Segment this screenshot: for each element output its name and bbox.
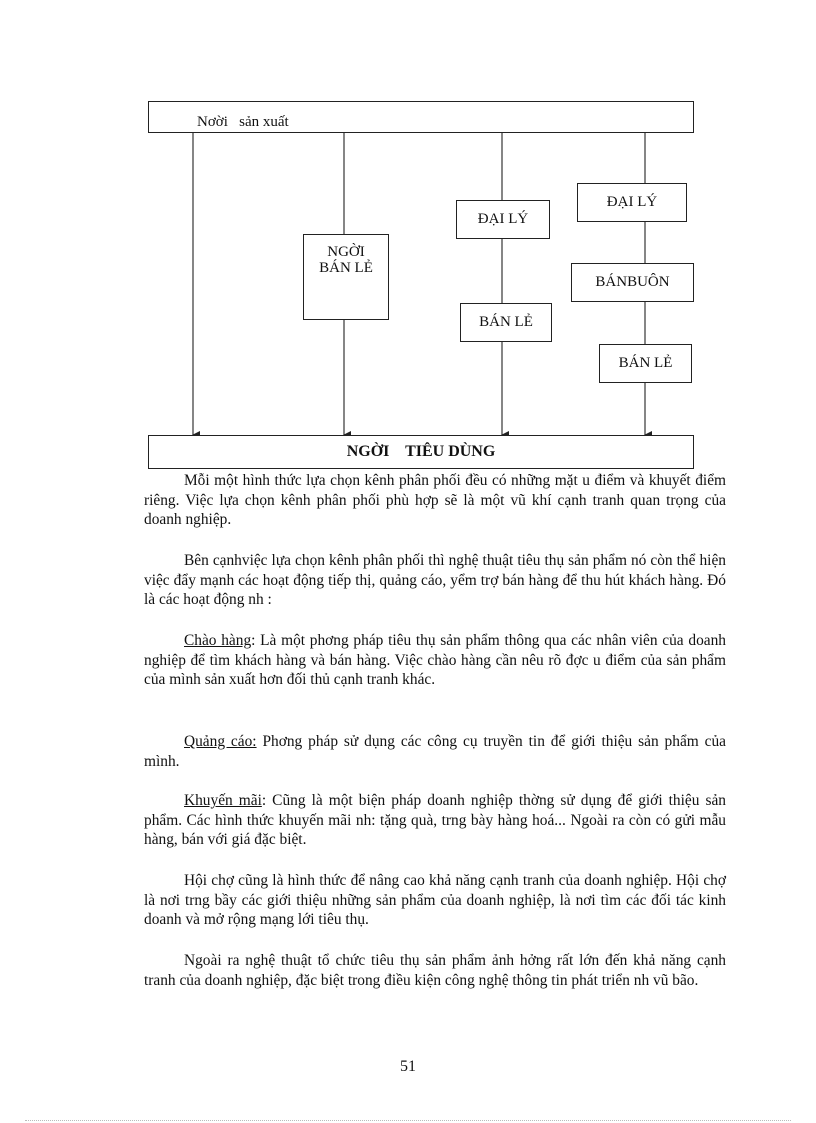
agent-label-1: ĐẠI LÝ [477,210,529,227]
producer-box [148,101,694,133]
retailer-box-1 [303,234,389,320]
paragraph-7-text: Ngoài ra nghệ thuật tổ chức tiêu thụ sản phẩm ảnh hởng rất lớn đến khả năng cạnh tranh của doanh nghiệp, đặc biệt trong điều kiện công nghệ thông tin phát triển nh vũ bão. [144,952,726,989]
paragraph-1 [144,471,726,530]
page-number: 51 [400,1058,416,1075]
paragraph-2 [144,551,726,610]
term-khuyen-mai: Khuyến mãi [184,792,262,809]
paragraph-1-text: Mỗi một hình thức lựa chọn kênh phân phối đều có những mặt u điểm và khuyết điểm riêng. Việc lựa chọn kênh phân phối phù hợp sẽ là một vũ khí cạnh tranh quan trọng của doanh nghiệp. [144,472,726,529]
retailer-box-2 [460,303,552,342]
consumer-box [148,435,694,469]
consumer-label: NGỜI TIÊU DÙNG [346,442,496,460]
paragraph-7 [144,951,726,990]
producer-label: Nơời sản xuất [197,114,289,131]
paragraph-3-text: : Là một phơng pháp tiêu thụ sản phẩm thông qua các nhân viên của doanh nghiệp để tìm khách hàng và bán hàng. Việc chào hàng cần nêu rõ đợc u điểm của sản phẩm của mình sản xuất hơn đối thủ cạnh tranh khác. [144,632,726,689]
paragraph-6 [144,871,726,930]
paragraph-4 [144,732,726,771]
paragraph-6-text: Hội chợ cũng là hình thức để nâng cao khả năng cạnh tranh của doanh nghiệp. Hội chợ là nơi trng bầy các giới thiệu những sản phẩm của doanh nghiệp, là nơi tìm các đối tác kinh doanh và mở rộng mạng lới tiêu thụ. [144,872,726,929]
retailer-box-3 [599,344,692,383]
term-chao-hang: Chào hàng [184,632,252,649]
paragraph-5-text: : Cũng là một biện pháp doanh nghiệp thờng sử dụng để giới thiệu sản phẩm. Các hình thức khuyến mãi nh: tặng quà, trng bày hàng hoá... Ngoài ra còn có gửi mẫu hàng, bán với giá đặc biệt. [144,792,726,849]
retailer-label-3: BÁN LẺ [618,354,673,371]
wholesaler-box [571,263,694,302]
agent-box-2 [577,183,687,222]
retailer-label-2: BÁN LẺ [479,313,533,330]
paragraph-4-text: Phơng pháp sử dụng các công cụ truyền tin để giới thiệu sản phẩm của mình. [144,733,726,770]
paragraph-5 [144,791,726,850]
wholesaler-label: BÁNBUÔN [595,273,670,290]
agent-label-2: ĐẠI LÝ [606,193,658,210]
agent-box-1 [456,200,550,239]
paragraph-2-text: Bên cạnhviệc lựa chọn kênh phân phối thì nghệ thuật tiêu thụ sản phẩm nó còn thể hiện việc đẩy mạnh các hoạt động tiếp thị, quảng cáo, yểm trợ bán hàng để thu hút khách hàng. Đó là các hoạt động nh : [144,552,726,609]
term-quang-cao: Quảng cáo: [184,733,257,750]
paragraph-3 [144,631,726,690]
retailer-label-1: NGỜI BÁN LẺ [319,244,373,276]
footer-divider [25,1120,791,1121]
